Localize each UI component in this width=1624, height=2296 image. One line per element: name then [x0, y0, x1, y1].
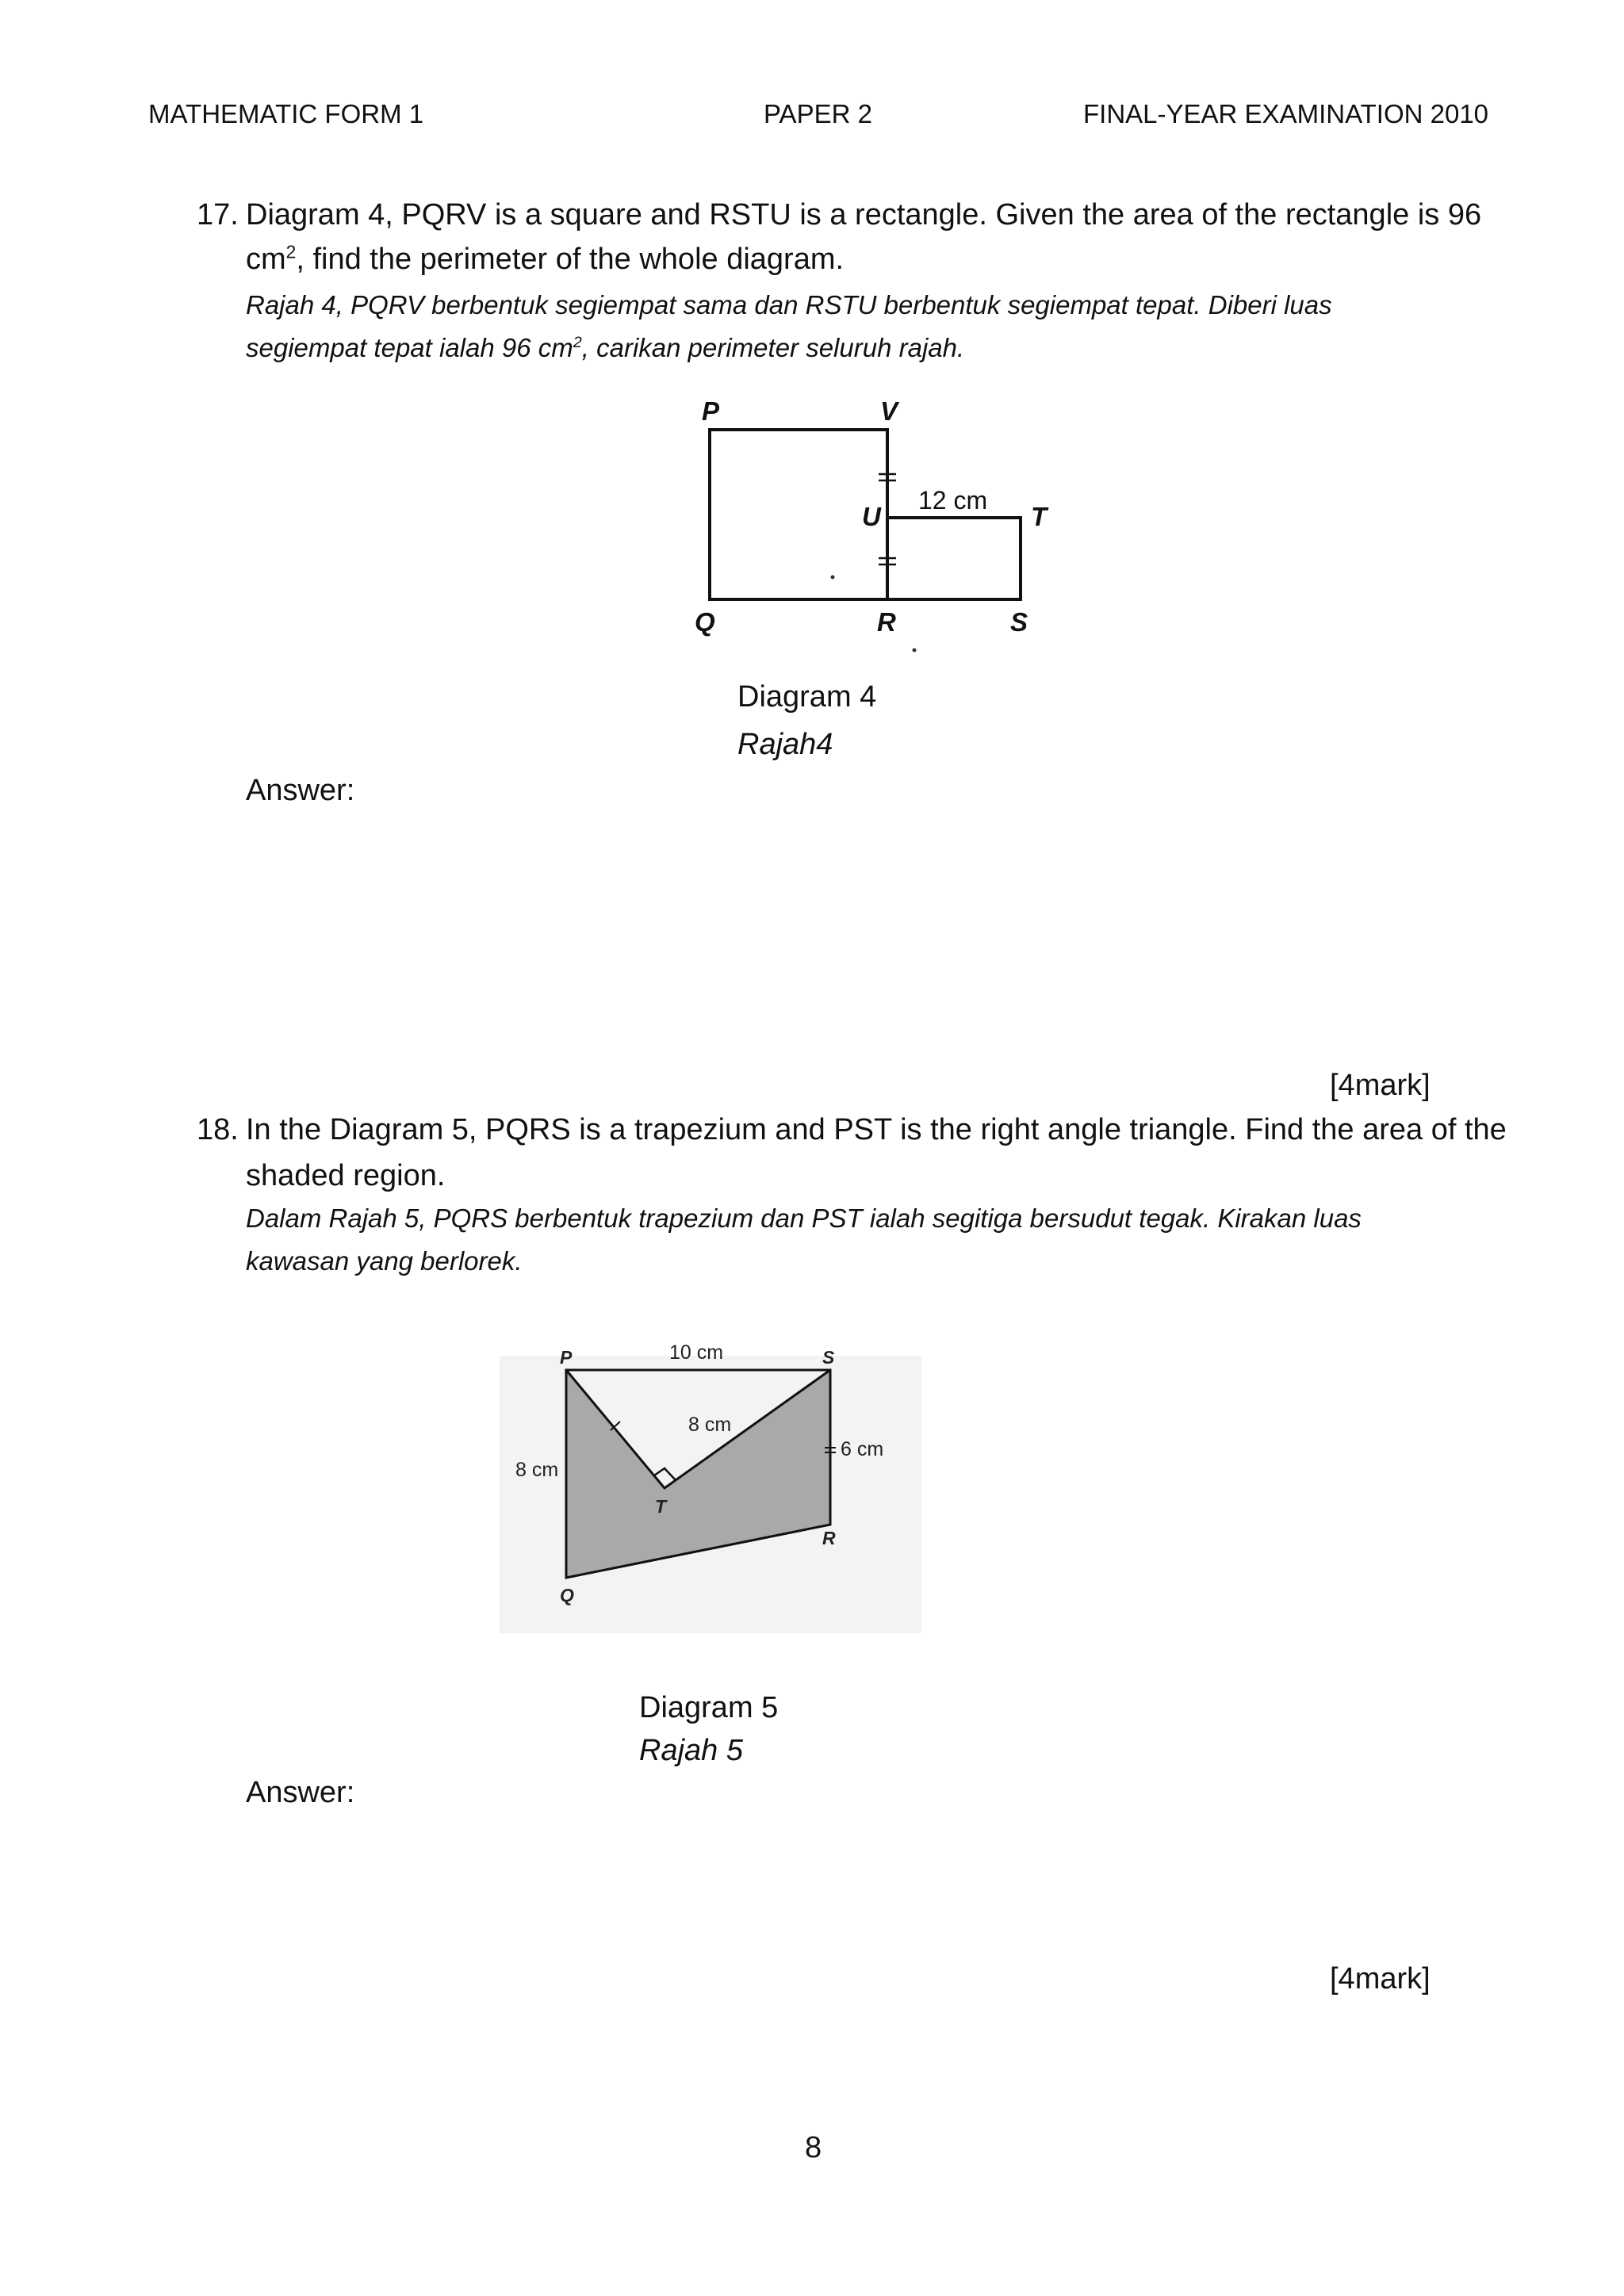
header-exam: FINAL-YEAR EXAMINATION 2010 [1083, 99, 1489, 128]
question-17-malay-line1: Rajah 4, PQRV berbentuk segiempat sama dan RSTU berbentuk segiempat tepat. Diberi luas [246, 290, 1332, 320]
question-17-marks: [4mark] [1330, 1069, 1431, 1102]
speck [831, 576, 835, 580]
dimension-12cm: 12 cm [918, 486, 988, 515]
speck [913, 649, 917, 652]
question-18-marks: [4mark] [1330, 1962, 1431, 1996]
question-17-number: 17. [197, 198, 239, 232]
label-r: R [822, 1528, 836, 1548]
question-18-text-line2: shaded region. [246, 1159, 446, 1192]
label-t: T [1031, 502, 1048, 531]
dimension-left: 8 cm [515, 1459, 559, 1481]
label-s: S [1010, 607, 1028, 637]
label-p: P [560, 1347, 573, 1368]
diagram-5 [500, 1332, 928, 1649]
question-18-answer-label: Answer: [246, 1776, 355, 1809]
header-subject: MATHEMATIC FORM 1 [148, 99, 424, 128]
header-paper: PAPER 2 [764, 99, 872, 128]
question-17-malay-line2: segiempat tepat ialah 96 $cm^2$, carikan perimeter seluruh rajah. [246, 333, 965, 362]
question-18-malay-line1: Dalam Rajah 5, PQRS berbentuk trapezium dan PST ialah segitiga bersudut tegak. Kirakan luas [246, 1203, 1362, 1233]
diagram-4-caption-malay: Rajah4 [737, 728, 833, 761]
label-u: U [862, 502, 881, 531]
page-number: 8 [805, 2131, 822, 2164]
dimension-right: 6 cm [841, 1438, 884, 1460]
label-v: V [880, 396, 898, 426]
label-p: P [702, 396, 720, 426]
diagram-4-caption: Diagram 4 [737, 680, 877, 714]
label-q: Q [560, 1585, 574, 1605]
question-17-text-line2: $cm^2$, find the perimeter of the whole diagram. [246, 241, 845, 276]
question-18-number: 18. [197, 1113, 239, 1146]
diagram-5-caption-malay: Rajah 5 [639, 1734, 743, 1767]
dimension-top: 10 cm [669, 1341, 724, 1364]
label-r: R [877, 607, 896, 637]
question-18-text-line1: In the Diagram 5, PQRS is a trapezium and PST is the right angle triangle. Find the area of the [246, 1113, 1507, 1146]
dimension-diagonal: 8 cm [688, 1414, 732, 1436]
label-s: S [822, 1347, 835, 1368]
question-18-malay-line2: kawasan yang berlorek. [246, 1246, 523, 1276]
diagram-4 [666, 388, 1078, 658]
question-17-text-line1: Diagram 4, PQRV is a square and RSTU is a rectangle. Given the area of the rectangle is 96 [246, 198, 1482, 232]
label-q: Q [695, 607, 715, 637]
square-pqrv [710, 430, 887, 599]
question-17-answer-label: Answer: [246, 774, 355, 807]
label-t: T [655, 1496, 667, 1517]
rectangle-rstu [887, 518, 1021, 599]
diagram-5-caption: Diagram 5 [639, 1691, 779, 1724]
